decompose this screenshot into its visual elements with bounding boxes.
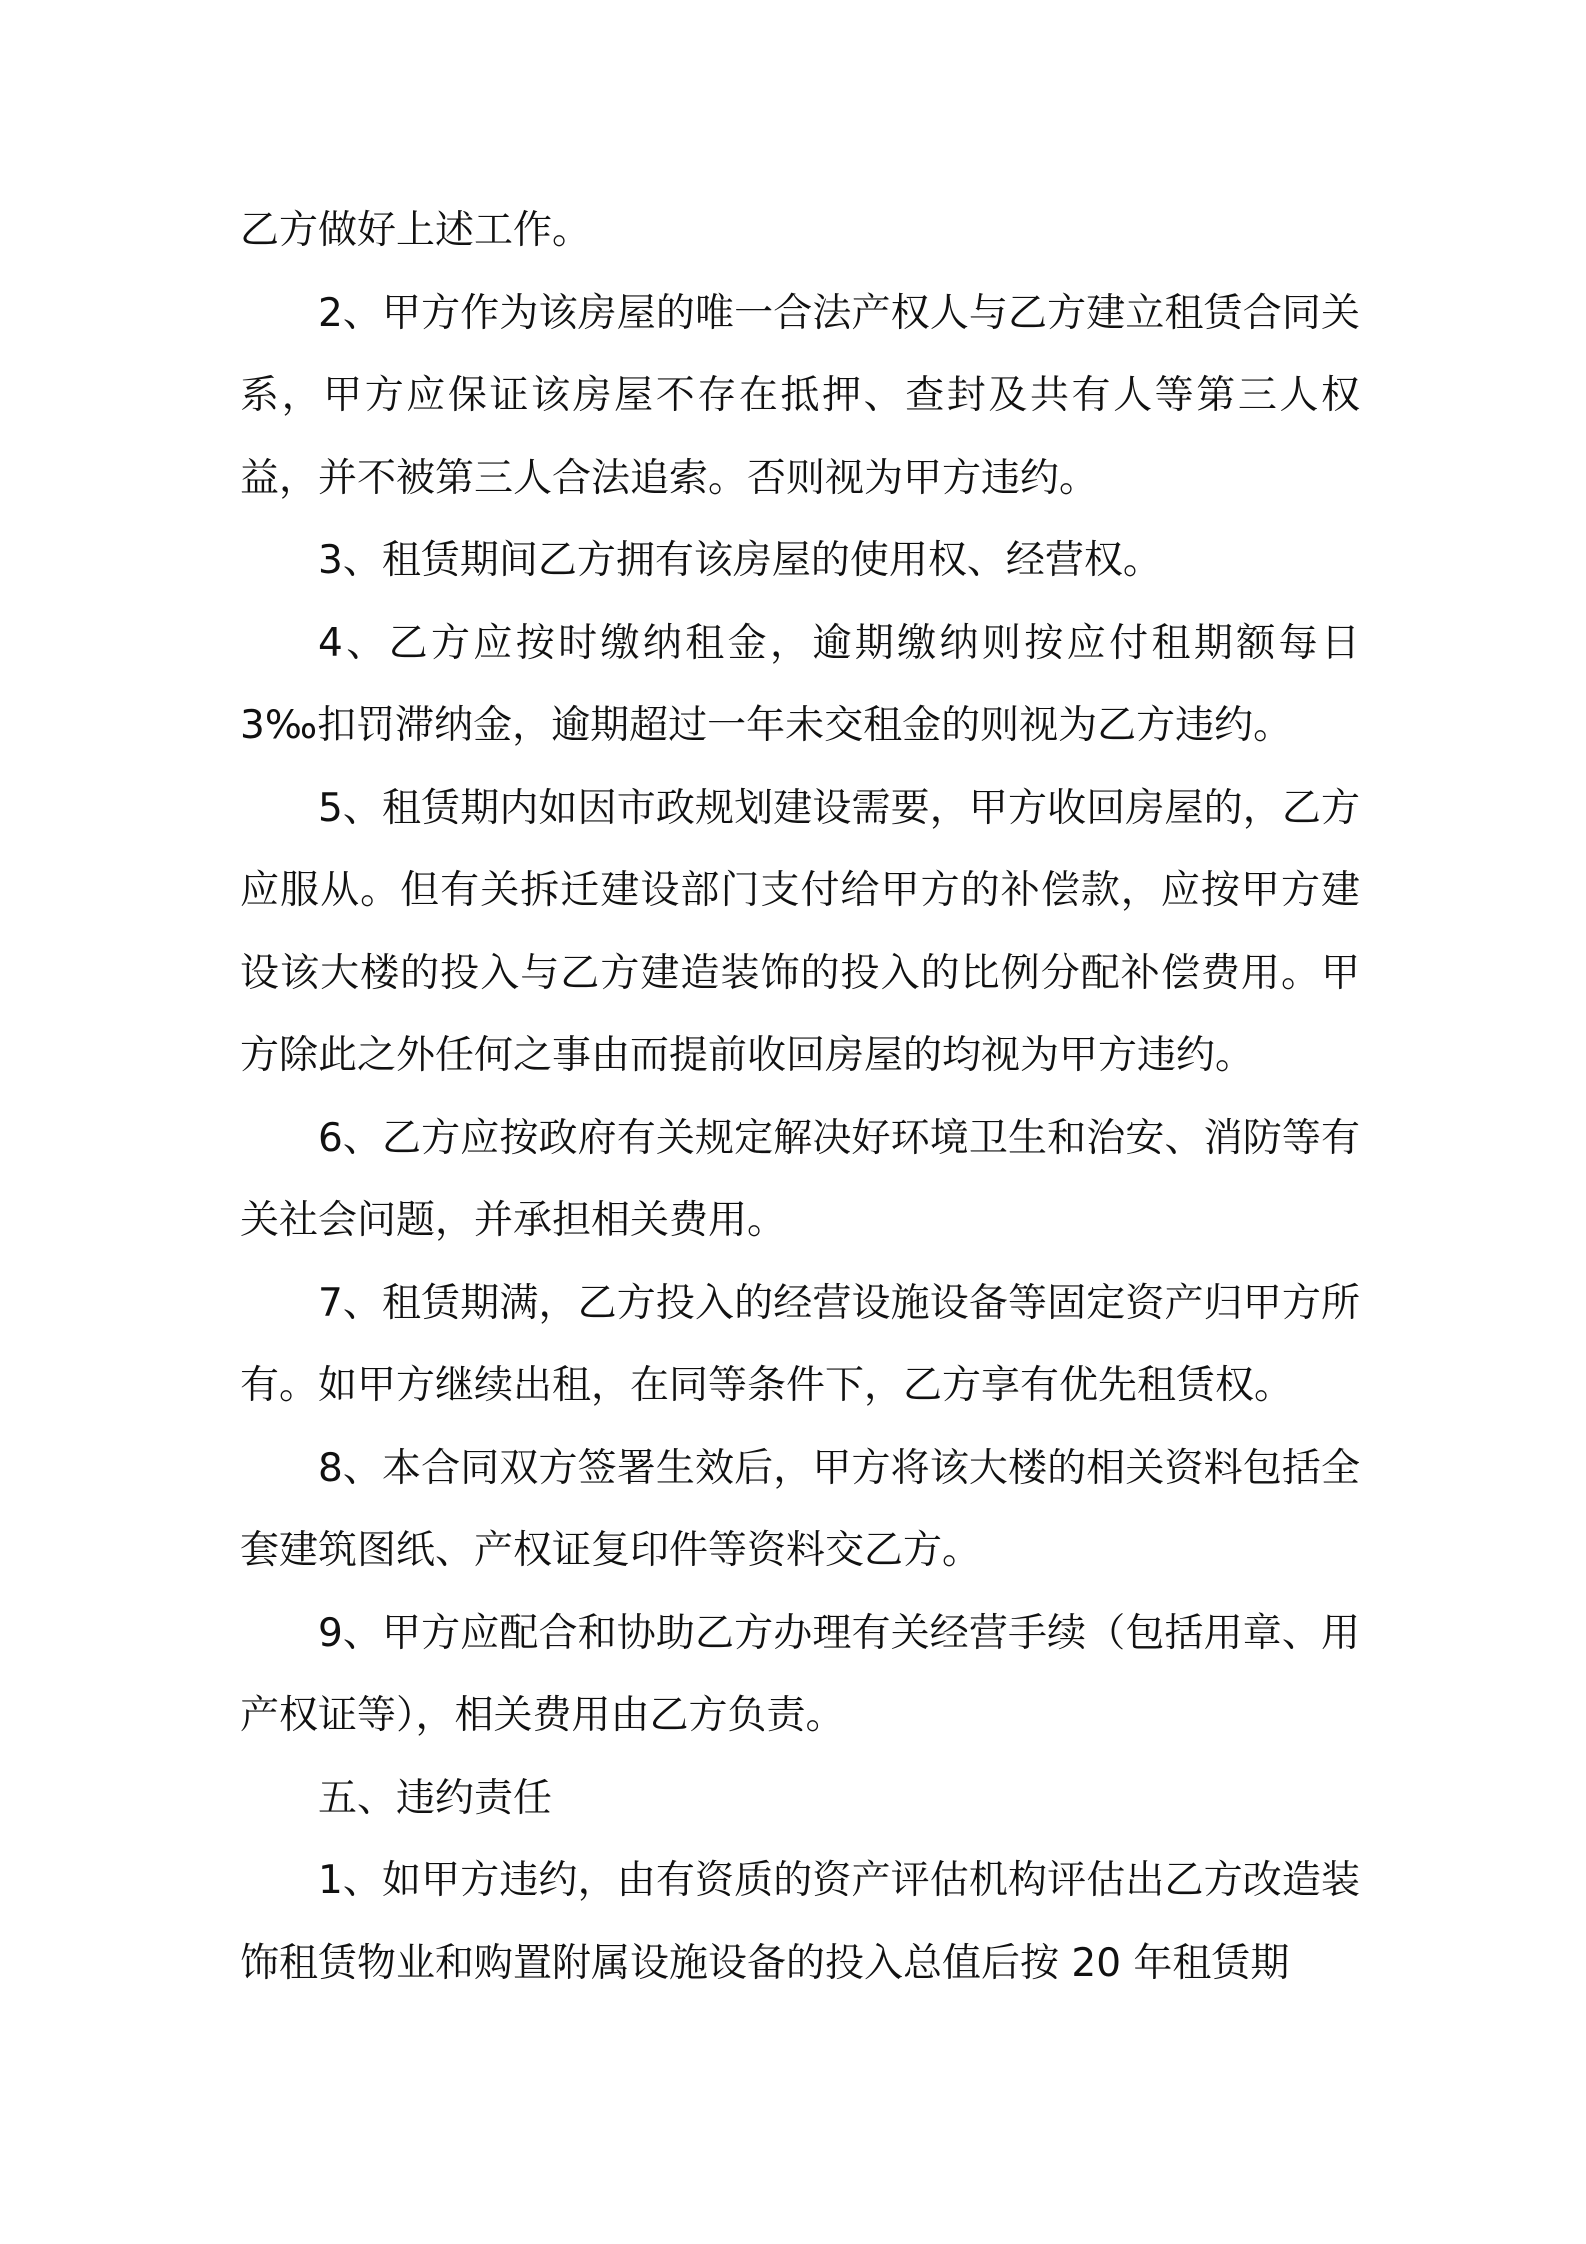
clause-8-paragraph: 8、本合同双方签署生效后，甲方将该大楼的相关资料包括全套建筑图纸、产权证复印件等资料交乙方。	[240, 1445, 1360, 1573]
paragraph-continuation: 乙方做好上述工作。	[240, 208, 592, 253]
clause-9-paragraph: 9、甲方应配合和协助乙方办理有关经营手续（包括用章、用产权证等），相关费用由乙方负责。	[240, 1610, 1360, 1738]
clause-6-paragraph: 6、乙方应按政府有关规定解决好环境卫生和治安、消防等有关社会问题，并承担相关费用。	[240, 1115, 1360, 1243]
section-heading-breach-liability: 五、违约责任	[318, 1775, 553, 1821]
clause-4-paragraph: 4、乙方应按时缴纳租金，逾期缴纳则按应付租期额每日 3‰扣罚滞纳金，逾期超过一年未交租金的则视为乙方违约。	[240, 620, 1360, 748]
breach-clause-1-paragraph: 1、如甲方违约，由有资质的资产评估机构评估出乙方改造装饰租赁物业和购置附属设施设备的投入总值后按 20 年租赁期	[240, 1858, 1360, 1986]
clause-7-paragraph: 7、租赁期满，乙方投入的经营设施设备等固定资产归甲方所有。如甲方继续出租，在同等条件下，乙方享有优先租赁权。	[240, 1280, 1360, 1408]
clause-2-paragraph: 2、甲方作为该房屋的唯一合法产权人与乙方建立租赁合同关系，甲方应保证该房屋不存在抵押、查封及共有人等第三人权益，并不被第三人合法追索。否则视为甲方违约。	[240, 290, 1360, 501]
clause-5-paragraph: 5、租赁期内如因市政规划建设需要，甲方收回房屋的，乙方应服从。但有关拆迁建设部门支付给甲方的补偿款，应按甲方建设该大楼的投入与乙方建造装饰的投入的比例分配补偿费用。甲方除此之外任何之事由而提前收回房屋的均视为甲方违约。	[240, 785, 1360, 1078]
clause-3-paragraph: 3、租赁期间乙方拥有该房屋的使用权、经营权。	[318, 538, 1162, 583]
document-body	[240, 190, 1360, 2005]
